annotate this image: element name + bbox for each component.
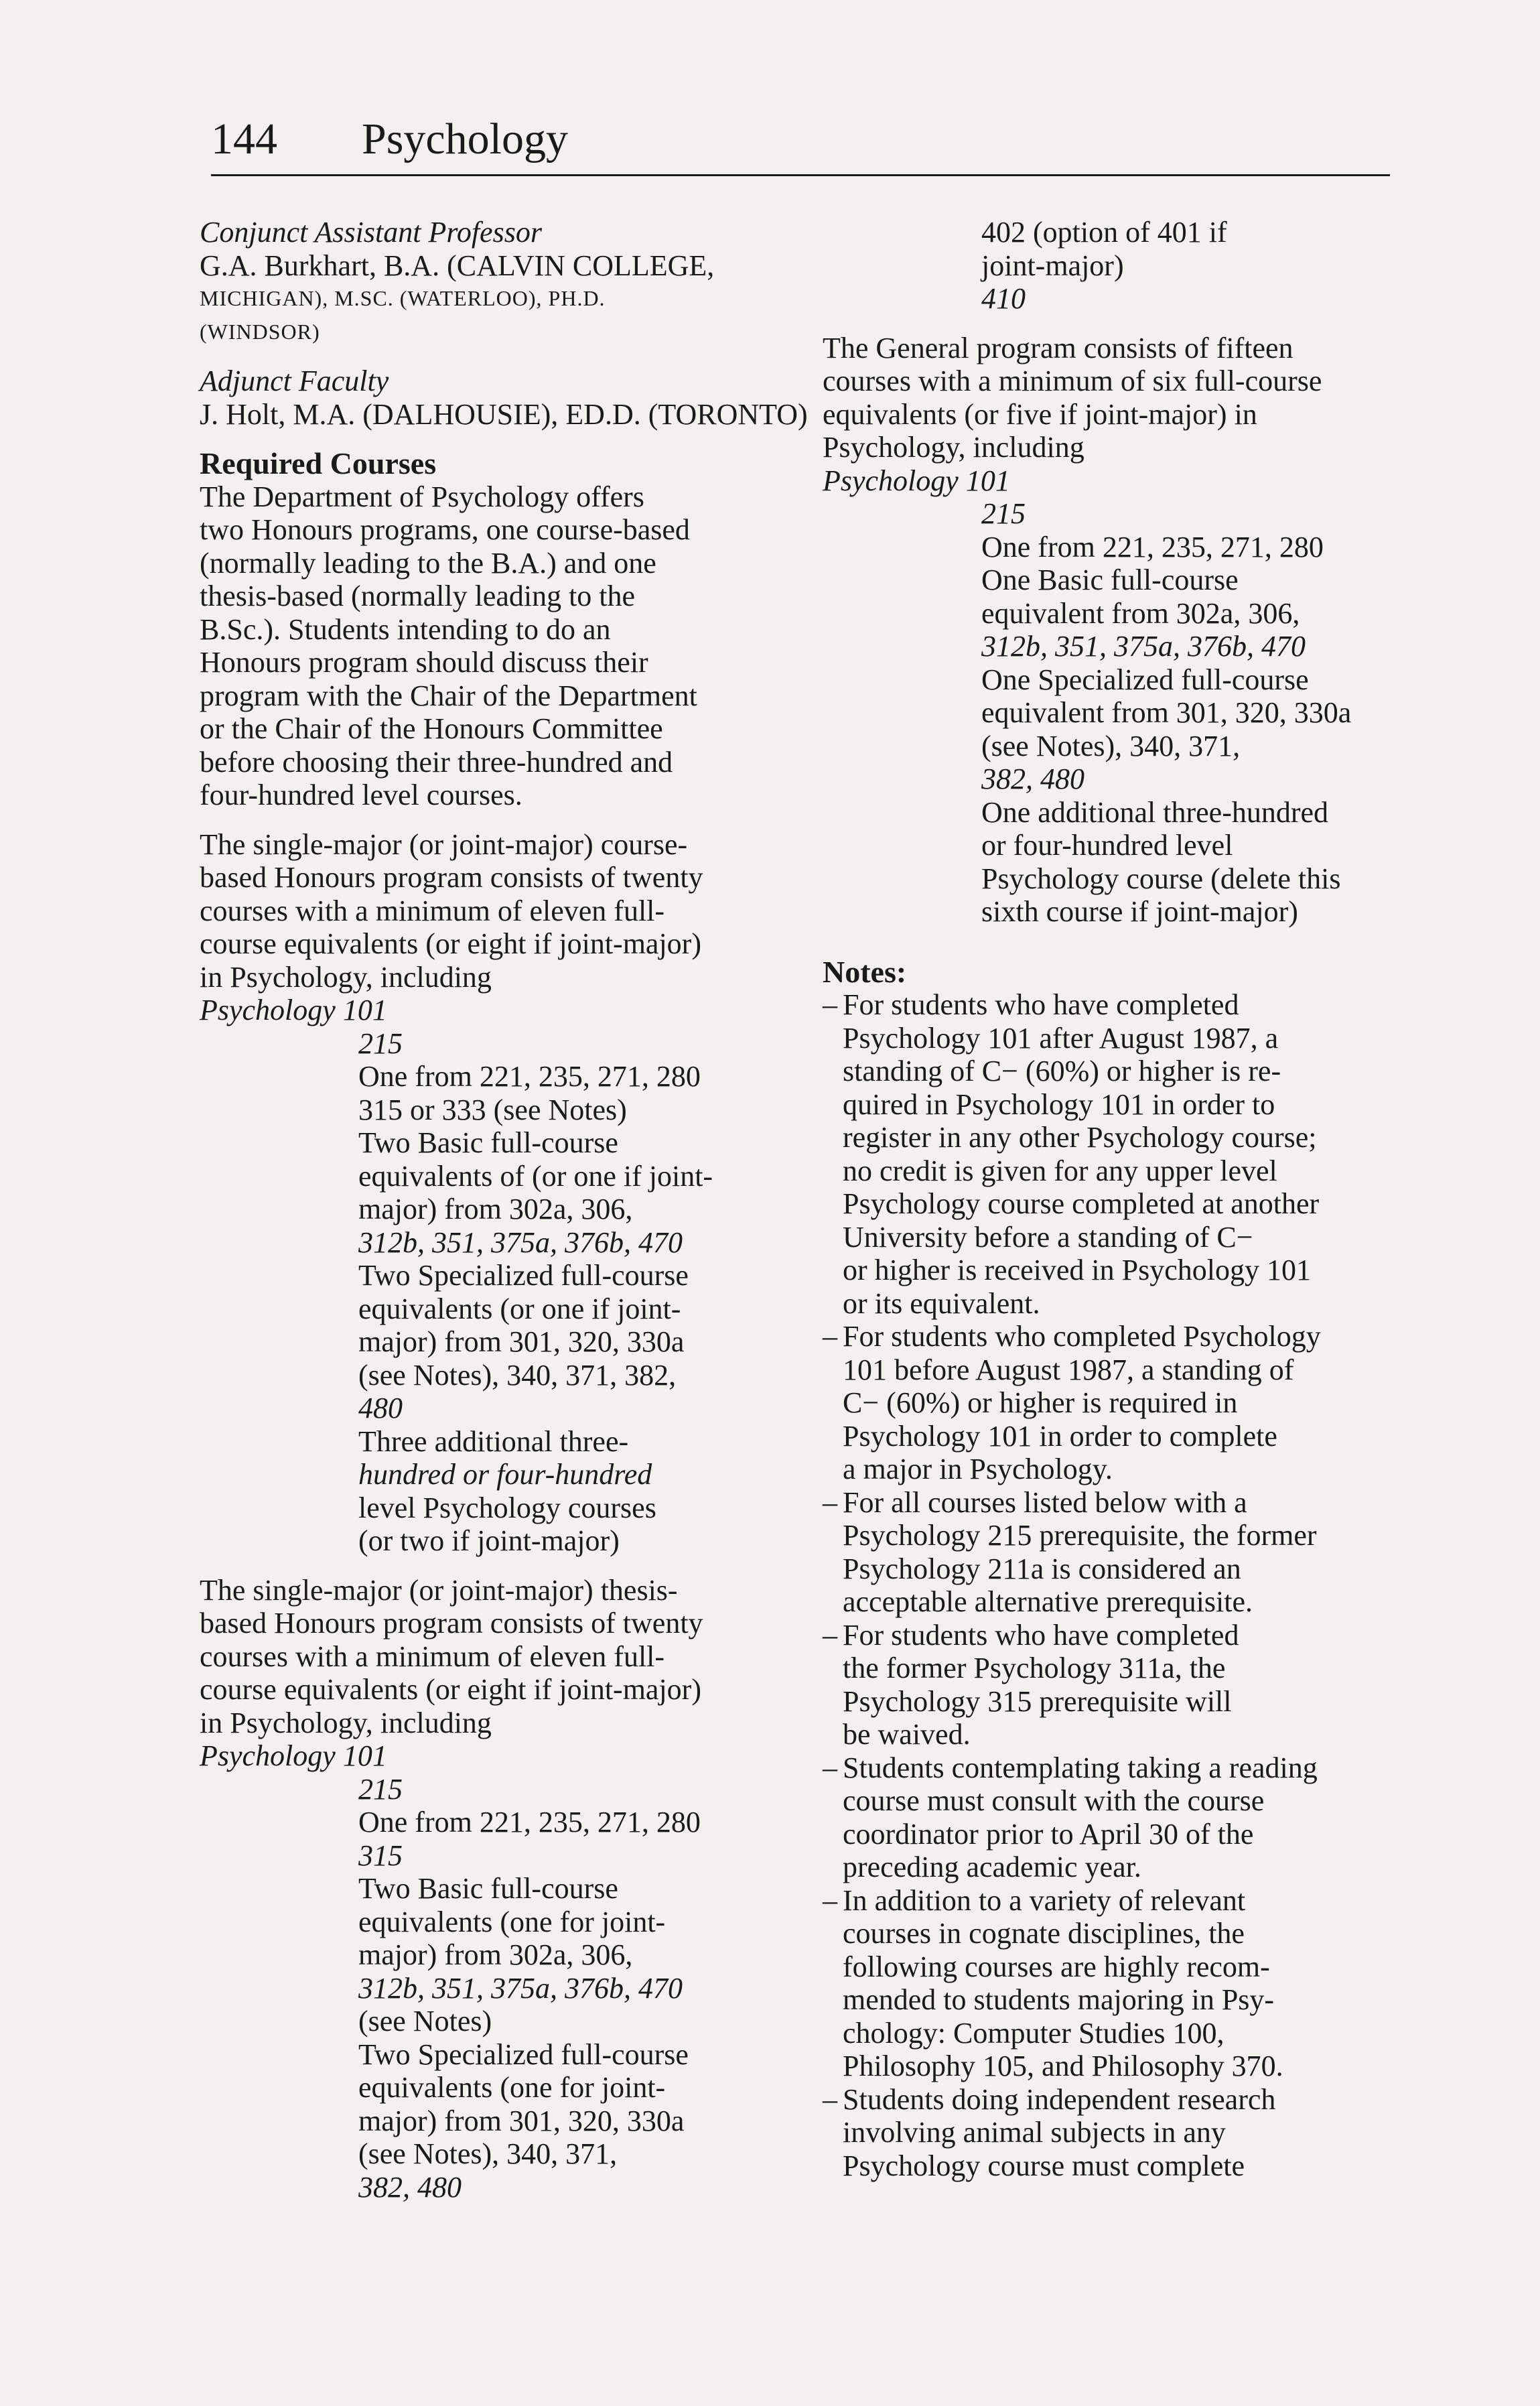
text-line: For all courses listed below with a — [843, 1485, 1247, 1519]
text-line: Honours program should discuss their — [200, 646, 648, 679]
text-line: a major in Psychology. — [843, 1453, 1113, 1485]
list-item: (see Notes), 340, 371, — [358, 2137, 618, 2170]
list-item: major) from 302a, 306, — [358, 1193, 633, 1225]
text-line: For students who have completed — [843, 1618, 1239, 1652]
intro-paragraph — [200, 480, 802, 812]
faculty-line: J. Holt, M.A. (DALHOUSIE), ED.D. (TORONTO) — [200, 397, 808, 431]
course-list — [823, 497, 1392, 929]
text-line: register in any other Psychology course; — [843, 1121, 1317, 1154]
text-line: Psychology, including — [823, 431, 1084, 464]
general-paragraph — [823, 332, 1392, 929]
text-line: coordinator prior to April 30 of the — [843, 1817, 1254, 1851]
left-column — [200, 216, 808, 2204]
text-line: For students who completed Psychology — [843, 1320, 1321, 1353]
text-line: University before a standing of C− — [843, 1220, 1253, 1254]
list-item: 315 — [358, 1839, 403, 1872]
text-line: The single-major (or joint-major) course- — [200, 827, 688, 861]
text-line: For students who have completed — [843, 988, 1239, 1021]
list-item: equivalents of (or one if joint- — [358, 1159, 713, 1193]
text-line: in Psychology, including — [200, 1706, 492, 1739]
list-item: Two Specialized full-course — [358, 1259, 689, 1292]
note-item: – Students contemplating taking a reading course must consult with the course coordinator prior to April 30 of the preceding academic year. — [823, 1751, 1392, 1884]
list-item: One Basic full-course — [981, 563, 1239, 596]
notes-list — [823, 988, 1392, 2182]
page-header — [211, 101, 1390, 176]
list-item: Two Specialized full-course — [358, 2037, 689, 2071]
note-item: – For students who have completed Psychology 101 after August 1987, a standing of C− (60%) or higher is re- quired in Psychology 101 in order to register in any other Psychology course; no credit is given for any upper level Psychology course completed at another University before a standing of C− or higher is received in Psychology 101 or its equivalent. — [823, 988, 1392, 1320]
list-item: major) from 301, 320, 330a — [358, 2104, 685, 2137]
list-item: (see Notes), 340, 371, 382, — [358, 1358, 677, 1392]
list-item: One additional three-hundred — [981, 795, 1329, 829]
text-line: or its equivalent. — [843, 1286, 1040, 1320]
note-item: – For students who completed Psychology 101 before August 1987, a standing of C− (60%) or higher is required in Psychology 101 in order to complete a major in Psychology. — [823, 1320, 1392, 1486]
text-line: Students contemplating taking a reading — [843, 1751, 1318, 1784]
text-line: 101 before August 1987, a standing of — [843, 1353, 1294, 1386]
note-item: – In addition to a variety of relevant courses in cognate disciplines, the following courses are highly recom- mended to students majoring in Psy- chology: Computer Studies 100, Philosophy 105, and Philosophy 370. — [823, 1884, 1392, 2083]
text-line: based Honours program consists of twenty — [200, 861, 703, 894]
text-line: Students doing independent research — [843, 2082, 1276, 2116]
text-line: The General program consists of fifteen — [823, 331, 1293, 364]
note-item: – For students who have completed the former Psychology 311a, the Psychology 315 prerequisite will be waived. — [823, 1619, 1392, 1751]
list-item: equivalent from 301, 320, 330a — [981, 696, 1352, 729]
course-list — [200, 1027, 802, 1558]
list-item: 215 — [981, 497, 1026, 530]
notes-heading: Notes: — [823, 954, 907, 989]
course-based-paragraph — [200, 828, 802, 1558]
text-line: course equivalents (or eight if joint-major) — [200, 927, 701, 960]
text-line: courses in cognate disciplines, the — [843, 1917, 1245, 1950]
text-line: or higher is received in Psychology 101 — [843, 1254, 1311, 1286]
text-line: Psychology course must complete — [843, 2149, 1245, 2182]
list-item: One from 221, 235, 271, 280 — [981, 530, 1324, 563]
list-item: One from 221, 235, 271, 280 — [358, 1060, 701, 1093]
right-column — [823, 216, 1392, 2182]
list-item: equivalents (one for joint- — [358, 1905, 666, 1938]
faculty-title: Conjunct Assistant Professor — [200, 216, 542, 249]
text-line: Psychology 211a is considered an — [843, 1552, 1241, 1585]
text-line: preceding academic year. — [843, 1851, 1141, 1883]
text-line: based Honours program consists of twenty — [200, 1607, 703, 1640]
list-item: (see Notes) — [358, 2005, 492, 2037]
text-line: courses with a minimum of eleven full- — [200, 894, 665, 927]
list-item: level Psychology courses — [358, 1491, 656, 1524]
list-item: Three additional three- — [358, 1424, 629, 1458]
text-line: B.Sc.). Students intending to do an — [200, 612, 611, 646]
list-item: 315 or 333 (see Notes) — [358, 1093, 627, 1126]
faculty-line: MICHIGAN), M.SC. (WATERLOO), PH.D. — [200, 286, 606, 310]
list-item: equivalents (or one if joint- — [358, 1292, 681, 1325]
list-item: equivalents (one for joint- — [358, 2071, 666, 2104]
text-line: Psychology 315 prerequisite will — [843, 1684, 1232, 1718]
note-item: – Students doing independent research involving animal subjects in any Psychology course must complete — [823, 2083, 1392, 2183]
text-line: in Psychology, including — [200, 960, 492, 994]
text-line: involving animal subjects in any — [843, 2116, 1226, 2149]
text-line: standing of C− (60%) or higher is re- — [843, 1055, 1281, 1087]
text-line: Psychology course completed at another — [843, 1187, 1320, 1220]
list-item: Psychology course (delete this — [981, 862, 1341, 895]
text-line: program with the Chair of the Department — [200, 679, 697, 712]
text-line: be waived. — [843, 1718, 971, 1751]
list-item: major) from 302a, 306, — [358, 1938, 633, 1971]
list-item: 382, 480 — [981, 762, 1084, 795]
text-line: four-hundred level courses. — [200, 779, 522, 811]
list-item: 215 — [358, 1026, 403, 1060]
text-line: Psychology 101 after August 1987, a — [843, 1021, 1279, 1055]
text-line: C− (60%) or higher is required in — [843, 1386, 1238, 1419]
list-item: 382, 480 — [358, 2170, 462, 2204]
text-line: Philosophy 105, and Philosophy 370. — [843, 2050, 1283, 2082]
list-item: hundred or four-hundred — [358, 1458, 652, 1491]
required-courses-heading: Required Courses — [200, 446, 437, 480]
text-line: (normally leading to the B.A.) and one — [200, 546, 656, 580]
list-item: (or two if joint-major) — [358, 1524, 620, 1557]
list-item: 312b, 351, 375a, 376b, 470 — [981, 630, 1306, 663]
list-item: Two Basic full-course — [358, 1126, 618, 1159]
text-line: courses with a minimum of six full-course — [823, 364, 1322, 397]
text-line: no credit is given for any upper level — [843, 1154, 1277, 1187]
faculty-line: (WINDSOR) — [200, 319, 320, 344]
text-line: The Department of Psychology offers — [200, 480, 644, 513]
text-line: equivalents (or five if joint-major) in — [823, 397, 1257, 431]
thesis-based-paragraph — [200, 1574, 802, 2204]
course-first: Psychology 101 — [200, 1739, 387, 1772]
text-line: courses with a minimum of eleven full- — [200, 1640, 665, 1673]
list-item: 312b, 351, 375a, 376b, 470 — [358, 1225, 683, 1259]
course-list — [200, 1773, 802, 2204]
list-item: or four-hundred level — [981, 829, 1233, 862]
text-line: acceptable alternative prerequisite. — [843, 1585, 1253, 1618]
list-item: sixth course if joint-major) — [981, 895, 1298, 928]
text-line: quired in Psychology 101 in order to — [843, 1087, 1275, 1121]
course-first: Psychology 101 — [200, 994, 387, 1026]
list-item: Two Basic full-course — [358, 1872, 618, 1905]
text-line: The single-major (or joint-major) thesis- — [200, 1573, 678, 1607]
text-line: course must consult with the course — [843, 1784, 1265, 1817]
page-number: 144 — [211, 115, 277, 163]
list-item: One from 221, 235, 271, 280 — [358, 1806, 701, 1839]
text-line: or the Chair of the Honours Committee — [200, 712, 663, 745]
course-first: Psychology 101 — [823, 464, 1010, 497]
text-line: two Honours programs, one course-based — [200, 513, 690, 546]
text-line: before choosing their three-hundred and — [200, 745, 673, 779]
faculty-title: Adjunct Faculty — [200, 364, 389, 397]
text-line: course equivalents (or eight if joint-major) — [200, 1673, 701, 1706]
list-item: major) from 301, 320, 330a — [358, 1325, 685, 1358]
text-line: In addition to a variety of relevant — [843, 1883, 1246, 1917]
text-line: Psychology 215 prerequisite, the former — [843, 1519, 1317, 1552]
text-line: the former Psychology 311a, the — [843, 1652, 1226, 1684]
list-item: 480 — [358, 1392, 403, 1424]
text-line: thesis-based (normally leading to the — [200, 580, 636, 612]
text-line: mended to students majoring in Psy- — [843, 1983, 1275, 2016]
list-item: 402 (option of 401 if — [981, 216, 1227, 249]
text-line: following courses are highly recom- — [843, 1950, 1270, 1983]
note-item: – For all courses listed below with a Psychology 215 prerequisite, the former Psychology 211a is considered an acceptable alternative prerequisite. — [823, 1486, 1392, 1619]
thesis-tail-list — [823, 216, 1392, 316]
list-item: joint-major) — [981, 249, 1124, 282]
list-item: equivalent from 302a, 306, — [981, 596, 1300, 630]
list-item: (see Notes), 340, 371, — [981, 729, 1241, 762]
list-item: 215 — [358, 1772, 403, 1806]
text-line: chology: Computer Studies 100, — [843, 2016, 1224, 2050]
page-section-title: Psychology — [362, 115, 569, 163]
list-item: 410 — [981, 282, 1026, 315]
faculty-line: G.A. Burkhart, B.A. (CALVIN COLLEGE, — [200, 249, 715, 282]
list-item: One Specialized full-course — [981, 663, 1309, 696]
list-item: 312b, 351, 375a, 376b, 470 — [358, 1971, 683, 2005]
text-line: Psychology 101 in order to complete — [843, 1419, 1277, 1453]
